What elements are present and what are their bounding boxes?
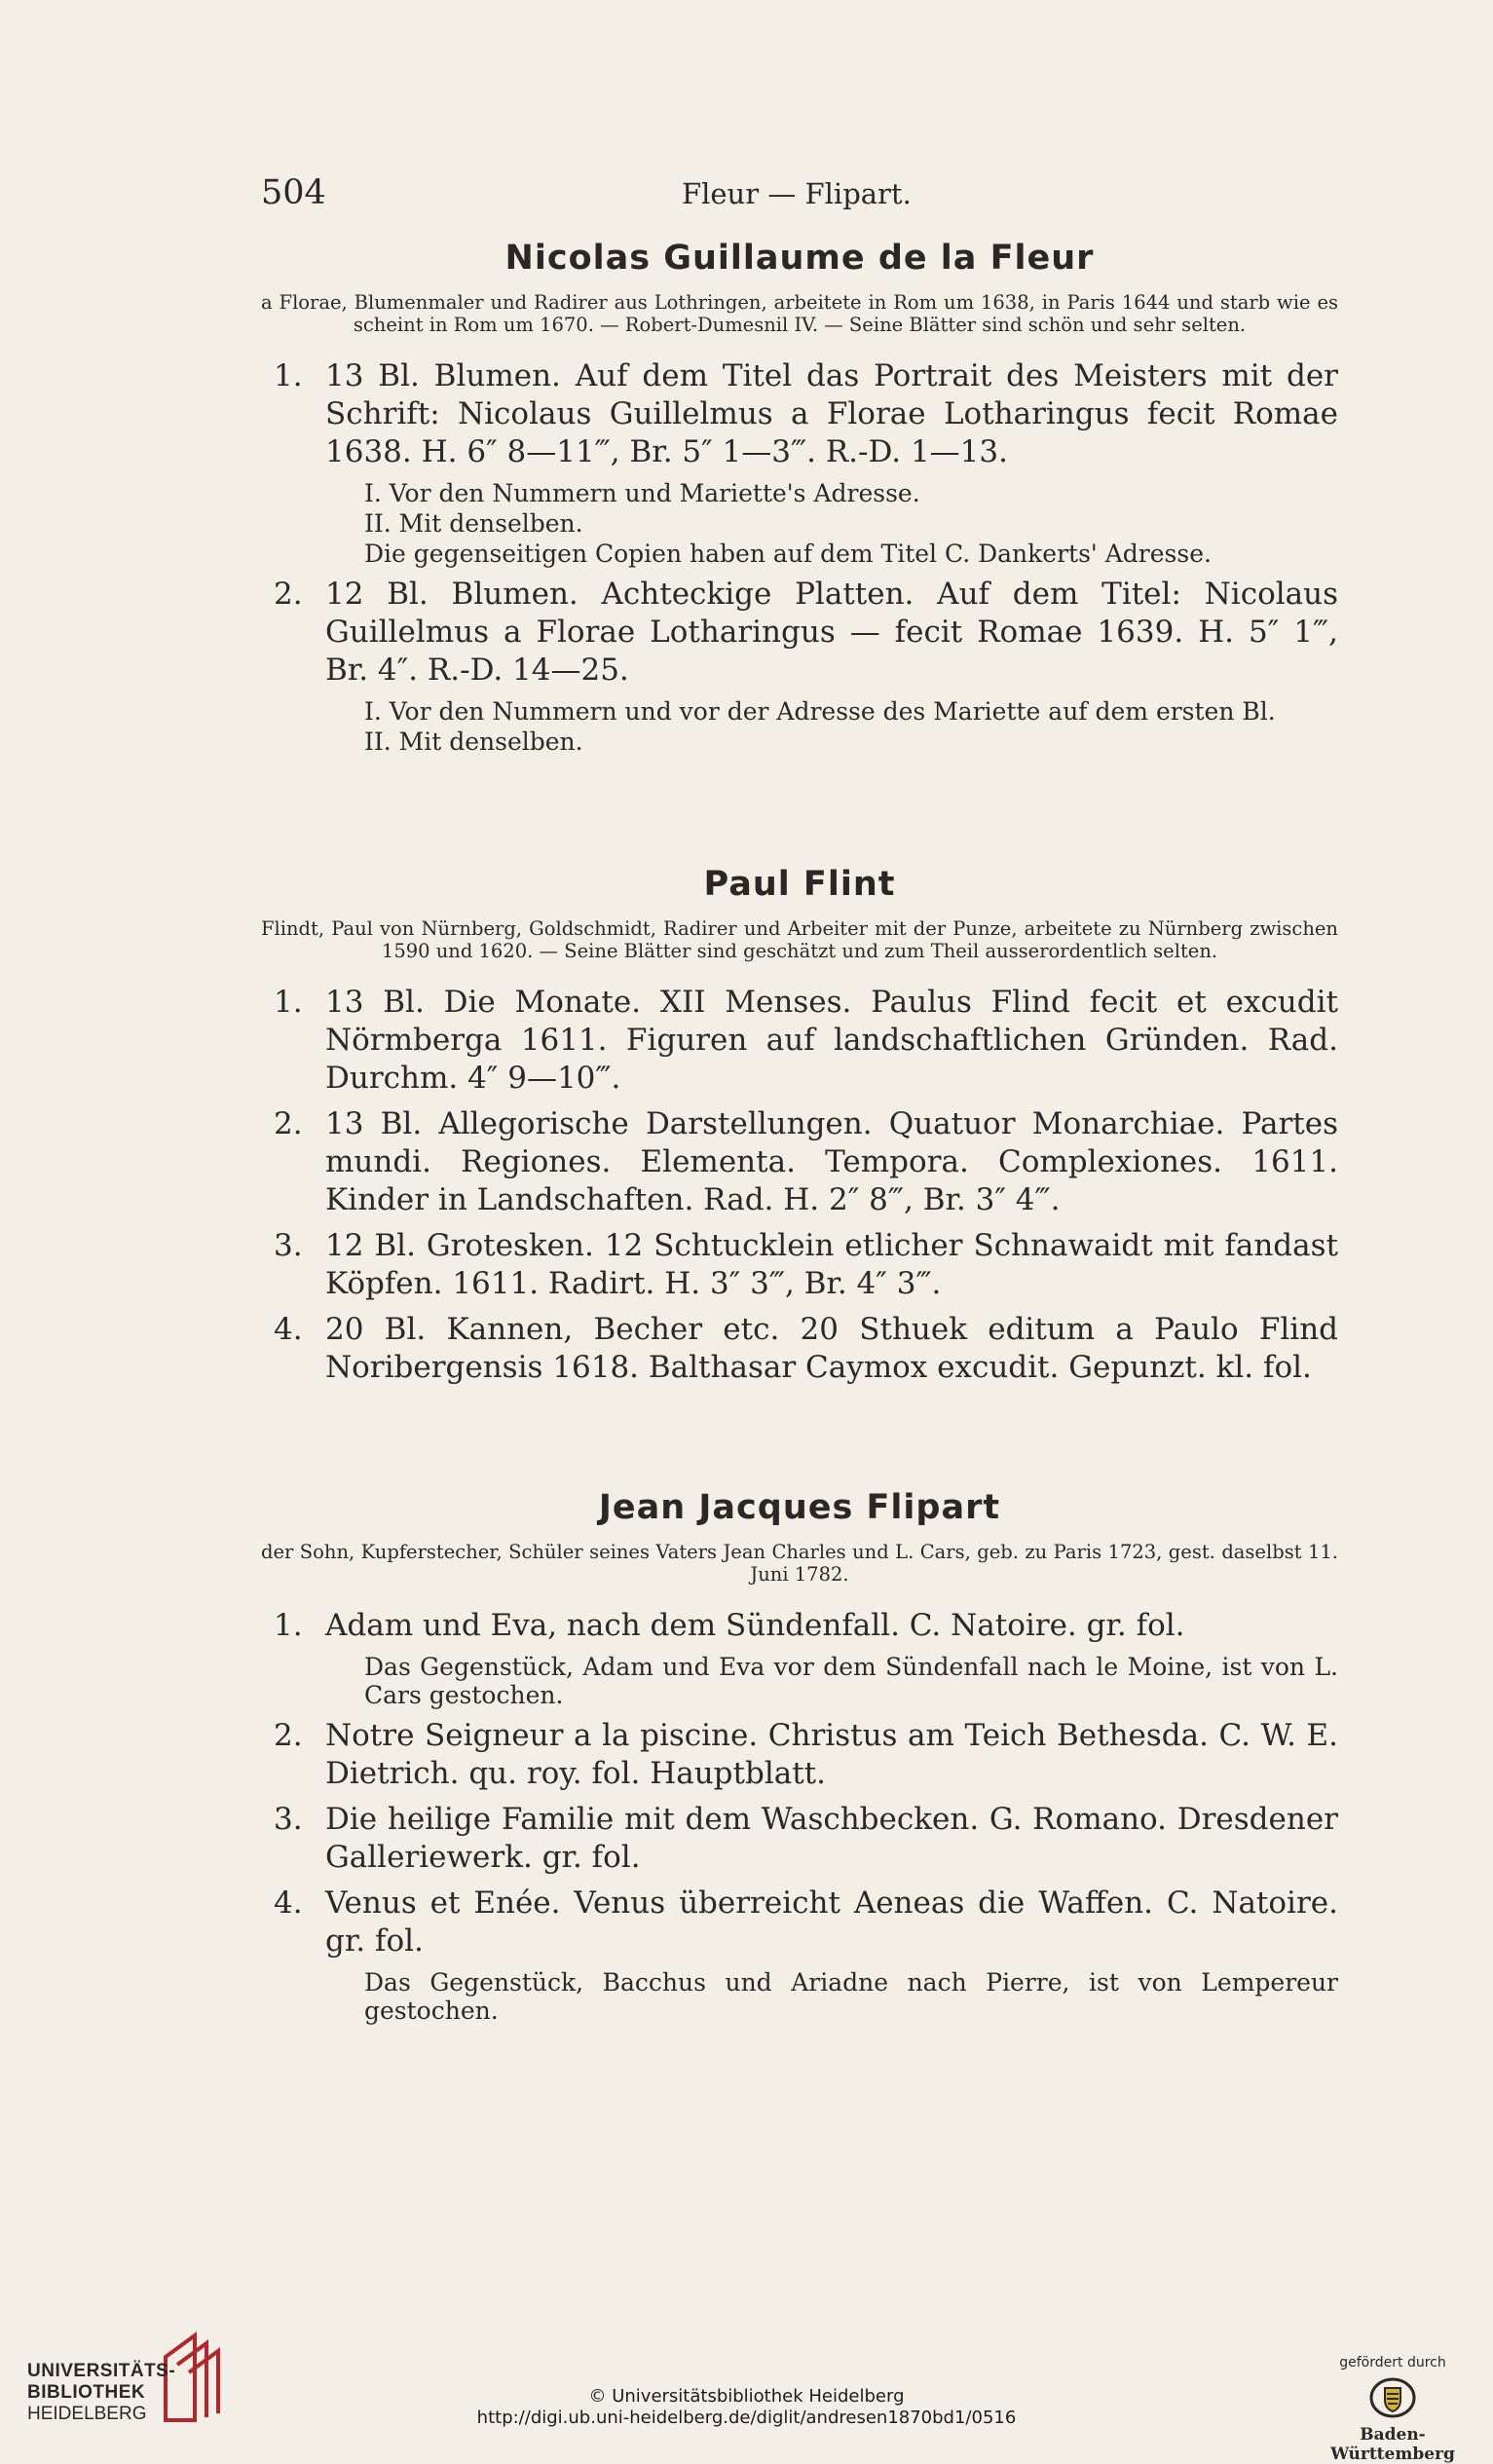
entry [261, 1227, 1338, 1303]
entry [261, 1885, 1338, 1960]
page-number: 504 [261, 173, 326, 212]
entry [261, 1105, 1338, 1219]
library-name-line1: UNIVERSITÄTS- [27, 2361, 176, 2381]
entry-text: 12 Bl. Blumen. Achteckige Platten. Auf dem Titel: Nicolaus Guillelmus a Florae Lotharingus — fecit Romae 1639. H. 5″ 1‴, Br. 4″. R.-D. 14—25. [325, 577, 1338, 688]
section-heading: Nicolas Guillaume de la Fleur [504, 239, 1095, 278]
entry [261, 1311, 1338, 1387]
entry-text: Die heilige Familie mit dem Waschbecken. G. Romano. Dresdener Galleriewerk. gr. fol. [325, 1802, 1338, 1875]
library-city: HEIDELBERG [27, 2404, 147, 2424]
entry-number: 2. [274, 1106, 303, 1141]
entry-text: 13 Bl. Allegorische Darstellungen. Quatuor Monarchiae. Partes mundi. Regiones. Elementa. Tempora. Complexiones. 1611. Kinder in Landschaften. Rad. H. 2″ 8‴, Br. 3″ 4‴. [325, 1106, 1338, 1217]
entry-text: Notre Seigneur a la piscine. Christus am Teich Bethesda. C. W. E. Dietrich. qu. roy. fol. Hauptblatt. [325, 1718, 1338, 1791]
entry [261, 1607, 1338, 1645]
funded-by-label: gefördert durch [1339, 2355, 1446, 2371]
section-fleur [261, 239, 1338, 758]
entry-number: 4. [274, 1312, 303, 1347]
section-flint [261, 865, 1338, 1395]
entry [261, 357, 1338, 471]
entry-number: 3. [274, 1802, 303, 1837]
entry [261, 1717, 1338, 1793]
entry-text: 13 Bl. Die Monate. XII Menses. Paulus Flind fecit et excudit Nörmberga 1611. Figuren auf landschaftlichen Gründen. Rad. Durchm. 4″ 9—10‴. [325, 985, 1338, 1096]
entry-note: Das Gegenstück, Adam und Eva vor dem Sündenfall nach le Moine, ist von L. Cars gestochen. [364, 1653, 1338, 1709]
entry-number: 3. [274, 1228, 303, 1263]
funder-name: Baden-Württemberg [1330, 2425, 1455, 2464]
running-title: Fleur — Flipart. [682, 177, 912, 210]
copyright: © Universitätsbibliothek Heidelberg [588, 2386, 905, 2407]
library-name-line2: BIBLIOTHEK [27, 2382, 146, 2403]
biography: Flindt, Paul von Nürnberg, Goldschmidt, Radirer und Arbeiter mit der Punze, arbeitete zu Nürnberg zwischen 1590 und 1620. — Seine Blätter sind geschätzt und zum Theil ausserordentlich selten. [261, 917, 1338, 962]
entry-number: 4. [274, 1885, 303, 1921]
running-header [261, 173, 1332, 222]
footer-credits [0, 2386, 1493, 2429]
entry-number: 2. [274, 1718, 303, 1753]
entry-text: Adam und Eva, nach dem Sündenfall. C. Natoire. gr. fol. [325, 1608, 1185, 1643]
entry-number: 1. [274, 985, 303, 1020]
funder-logo[interactable] [1305, 2355, 1480, 2464]
section-heading: Jean Jacques Flipart [598, 1488, 1001, 1527]
entry [261, 984, 1338, 1098]
entry-text: Venus et Enée. Venus überreicht Aeneas die Waffen. C. Natoire. gr. fol. [325, 1885, 1338, 1959]
entry-note: I. Vor den Nummern und Mariette's Adresse. [364, 479, 920, 507]
entry [261, 576, 1338, 690]
biography: a Florae, Blumenmaler und Radirer aus Lothringen, arbeitete in Rom um 1638, in Paris 1644 und starb wie es scheint in Rom um 1670. — Robert-Dumesnil IV. — Seine Blätter sind schön und sehr selten. [261, 291, 1338, 336]
entry-number: 2. [274, 577, 303, 612]
entry-note: Die gegenseitigen Copien haben auf dem Titel C. Dankerts' Adresse. [364, 540, 1212, 568]
section-flipart [261, 1488, 1338, 2031]
entry-number: 1. [274, 358, 303, 393]
entry-note: Das Gegenstück, Bacchus und Ariadne nach Pierre, ist von Lempereur gestochen. [364, 1968, 1338, 2025]
entry-note: II. Mit denselben. [364, 728, 583, 756]
biography: der Sohn, Kupferstecher, Schüler seines Vaters Jean Charles und L. Cars, geb. zu Paris 1723, gest. daselbst 11. Juni 1782. [261, 1541, 1338, 1586]
section-heading: Paul Flint [703, 865, 896, 904]
entry [261, 1801, 1338, 1877]
coat-of-arms-icon [1368, 2376, 1417, 2419]
source-url[interactable]: http://digi.ub.uni-heidelberg.de/diglit/andresen1870bd1/0516 [476, 2408, 1017, 2428]
entry-note: I. Vor den Nummern und vor der Adresse des Mariette auf dem ersten Bl. [364, 697, 1276, 726]
entry-text: 13 Bl. Blumen. Auf dem Titel das Portrait des Meisters mit der Schrift: Nicolaus Guillelmus a Florae Lotharingus fecit Romae 1638. H. 6″ 8—11‴, Br. 5″ 1—3‴. R.-D. 1—13. [325, 358, 1338, 469]
entry-number: 1. [274, 1608, 303, 1643]
entry-text: 12 Bl. Grotesken. 12 Schtucklein etlicher Schnawaidt mit fandast Köpfen. 1611. Radirt. H. 3″ 3‴, Br. 4″ 3‴. [325, 1228, 1338, 1301]
entry-text: 20 Bl. Kannen, Becher etc. 20 Sthuek editum a Paulo Flind Noribergensis 1618. Balthasar Caymox excudit. Gepunzt. kl. fol. [325, 1312, 1338, 1385]
entry-note: II. Mit denselben. [364, 509, 583, 538]
